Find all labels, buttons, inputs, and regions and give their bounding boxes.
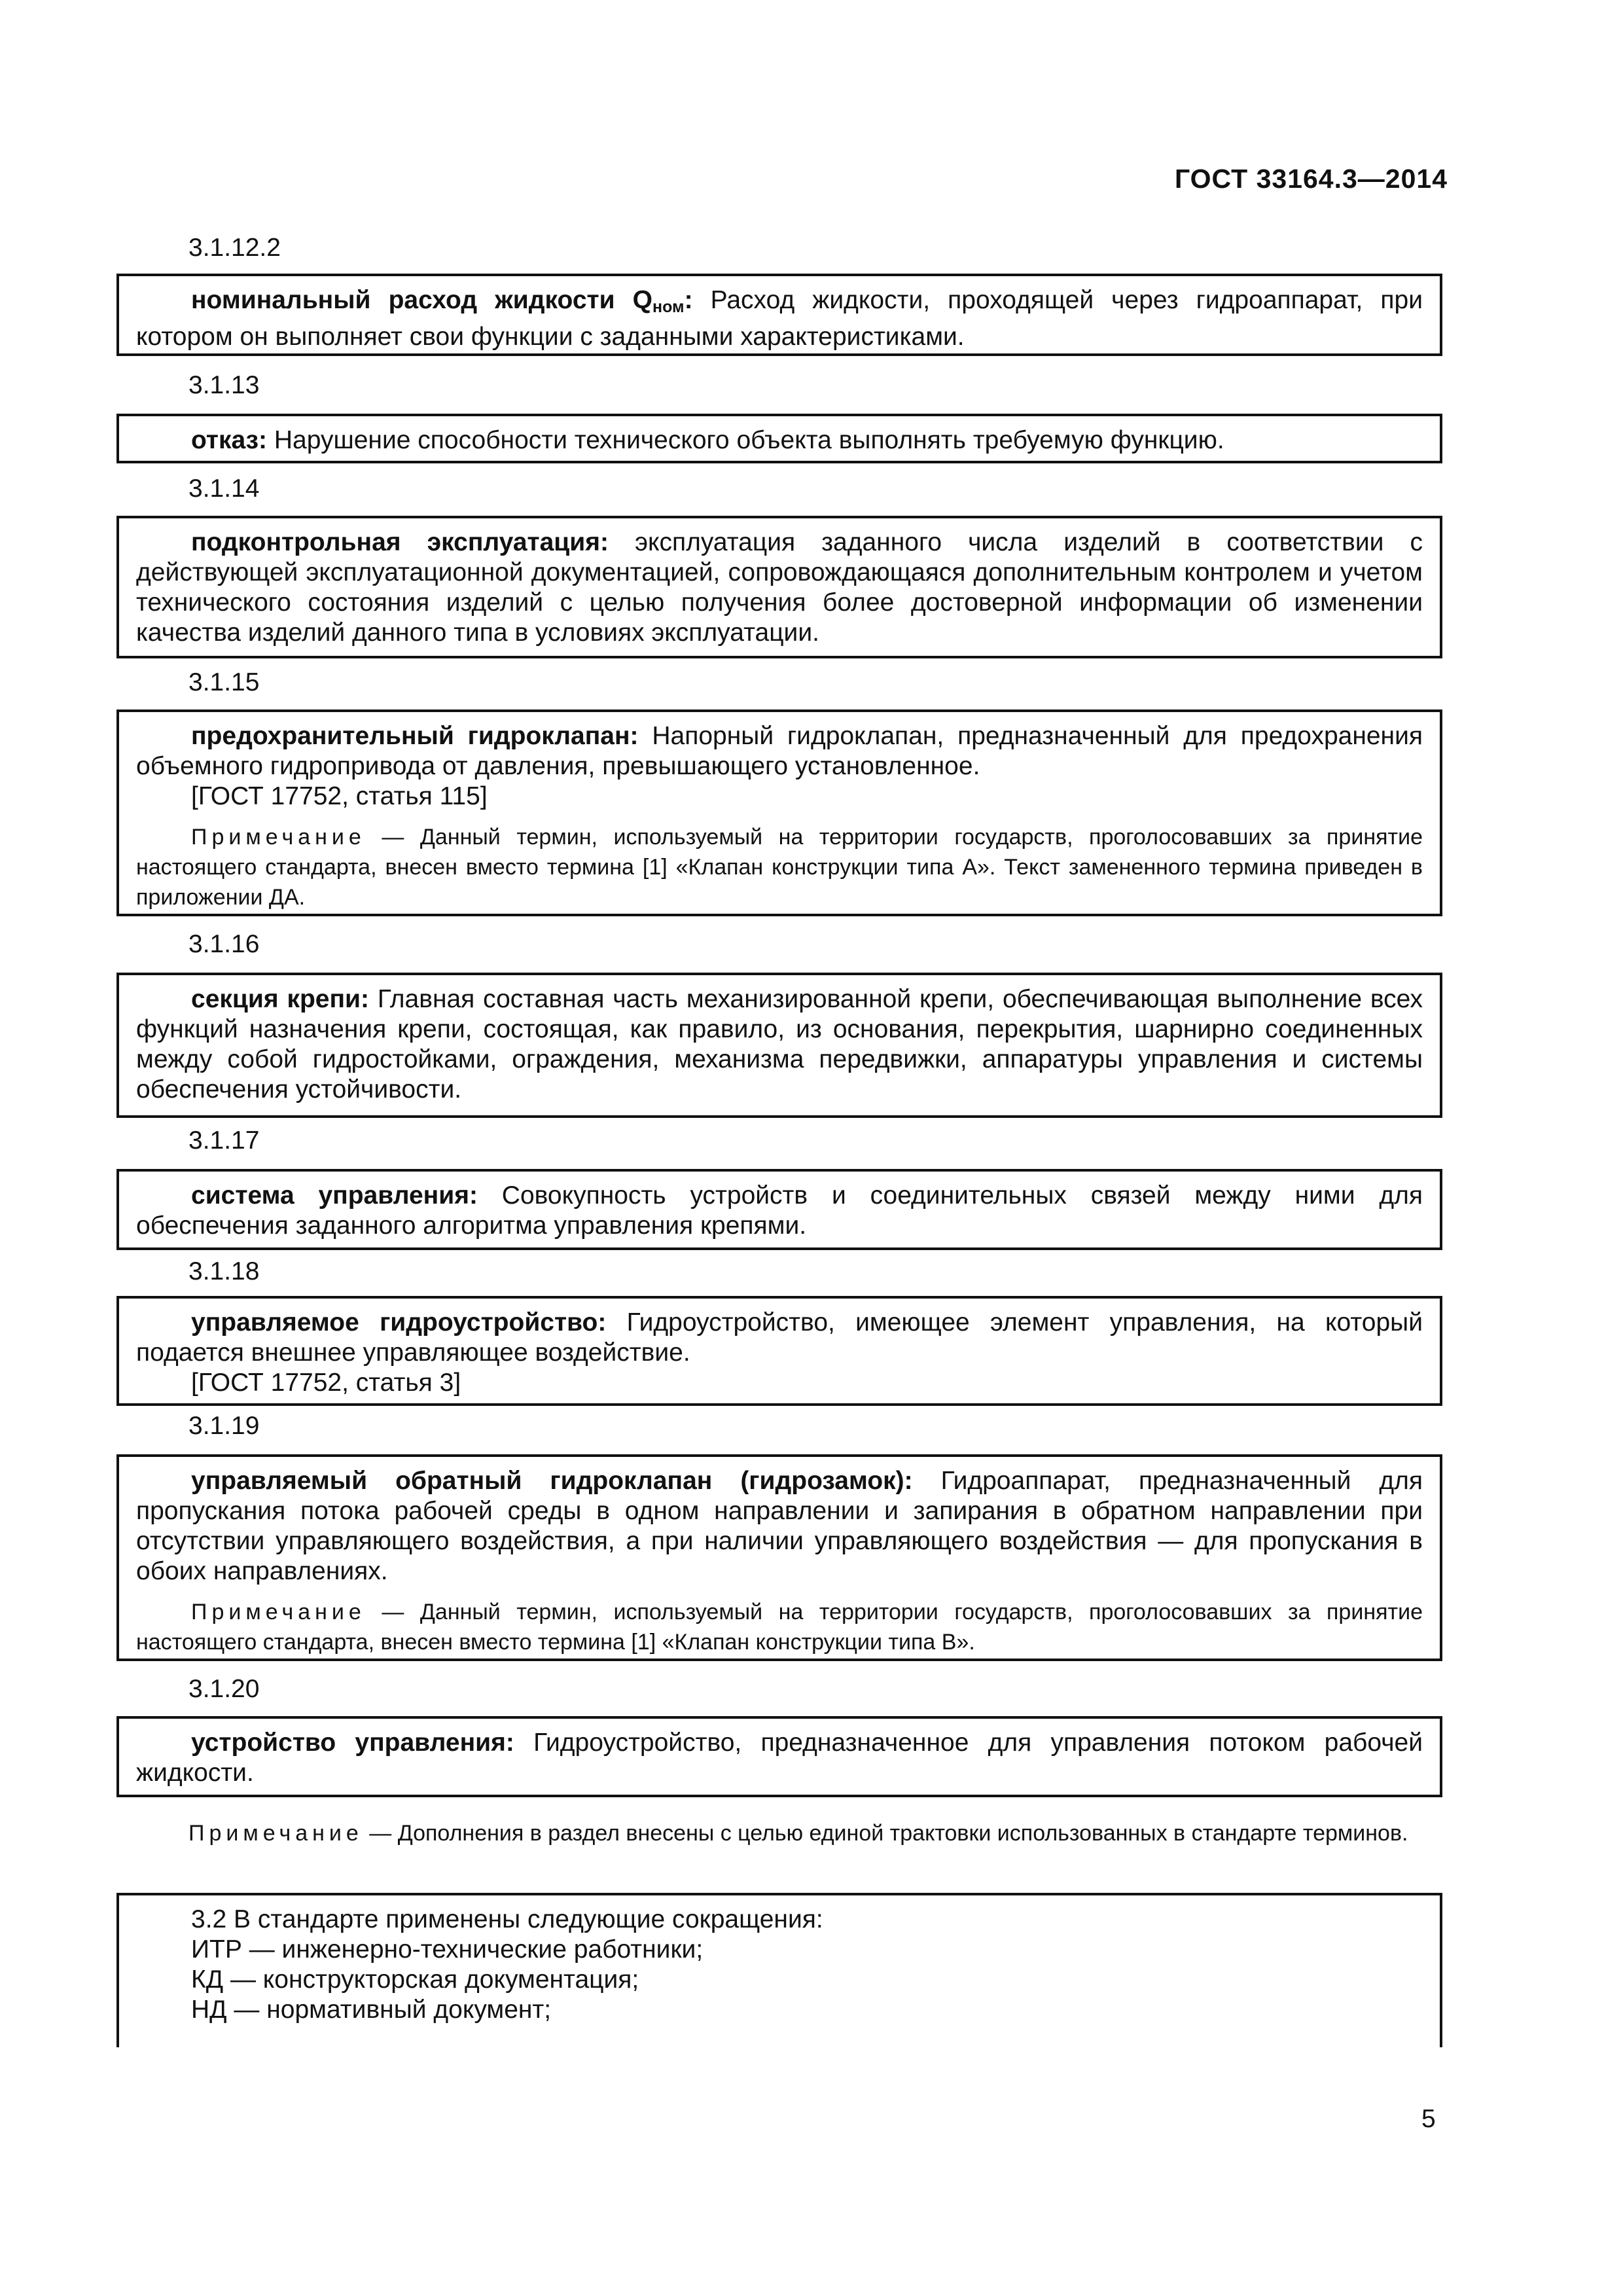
section-note: Примечание — Дополнения в раздел внесены с целью единой трактовки использованных в стандарте терминов.	[188, 1821, 1408, 1846]
term-definition: номинальный расход жидкости $Q_{ном}$: Расход жидкости, проходящей через гидроаппарат, при котором он выполняет свои функции с заданными характеристиками.	[136, 286, 1423, 351]
term-number: 3.1.18	[188, 1257, 260, 1285]
term-number: 3.1.19	[188, 1412, 260, 1440]
term-name: предохранительный гидроклапан:	[191, 722, 639, 750]
term-number: 3.1.16	[188, 930, 260, 958]
term-number: 3.1.14	[188, 475, 260, 503]
term-name: секция крепи:	[191, 985, 369, 1013]
term-number: 3.1.15	[188, 668, 260, 696]
term-definition: система управления: Совокупность устройств и соединительных связей между ними для обеспечения заданного алгоритма управления крепями.	[136, 1181, 1423, 1240]
term-name: отказ:	[191, 426, 268, 454]
term-definition: управляемый обратный гидроклапан (гидрозамок): Гидроаппарат, предназначенный для пропускания потока рабочей среды в одном направлении и запирания в обратном направлении при отсутствии управляющего воздействия, а при наличии управляющего воздействия — для пропускания в обоих направлениях.	[136, 1467, 1423, 1585]
term-box	[116, 1454, 1442, 1661]
term-box	[116, 973, 1442, 1118]
term-source: [ГОСТ 17752, статья 3]	[191, 1369, 461, 1397]
term-number: 3.1.13	[188, 371, 260, 399]
abbreviation-item: КД — конструкторская документация;	[191, 1965, 639, 1994]
term-name: система управления:	[191, 1181, 478, 1210]
page-number: 5	[1421, 2105, 1436, 2133]
abbreviations-intro: 3.2 В стандарте применены следующие сокращения:	[191, 1905, 823, 1933]
term-number: 3.1.12.2	[188, 234, 281, 262]
document-code: ГОСТ 33164.3—2014	[1174, 164, 1448, 194]
note-label: Примечание	[191, 1600, 366, 1624]
abbreviation-item: НД — нормативный документ;	[191, 1996, 552, 2024]
term-subscript: ном	[652, 298, 685, 316]
term-definition: секция крепи: Главная составная часть механизированной крепи, обеспечивающая выполнение всех функций назначения крепи, состоящая, как правило, из основания, перекрытия, шарнирно соединенных между собой гидростойками, ограждения, механизма передвижки, аппаратуры управления и системы обеспечения устойчивости.	[136, 985, 1423, 1103]
term-name: управляемый обратный гидроклапан (гидрозамок):	[191, 1467, 913, 1495]
term-box	[116, 414, 1442, 463]
term-name: подконтрольная эксплуатация:	[191, 528, 609, 556]
term-name: управляемое гидроустройство:	[191, 1308, 607, 1336]
note-label: Примечание	[191, 825, 366, 850]
term-note: Примечание — Данный термин, используемый на территории государств, проголосовавших за принятие настоящего стандарта, внесен вместо термина [1] «Клапан конструкции типа В».	[136, 1600, 1423, 1655]
note-label: Примечание	[188, 1821, 363, 1846]
term-definition: отказ: Нарушение способности технического объекта выполнять требуемую функцию.	[191, 426, 1224, 454]
term-name: устройство управления:	[191, 1729, 514, 1757]
abbreviation-item: ИТР — инженерно-технические работники;	[191, 1935, 704, 1964]
term-source: [ГОСТ 17752, статья 115]	[191, 782, 488, 810]
term-box	[116, 709, 1442, 916]
term-box	[116, 1296, 1442, 1406]
term-number: 3.1.17	[188, 1126, 260, 1155]
term-box	[116, 1716, 1442, 1797]
term-box	[116, 516, 1442, 658]
term-definition: предохранительный гидроклапан: Напорный гидроклапан, предназначенный для предохранения объемного гидропривода от давления, превышающего установленное.	[136, 722, 1423, 780]
abbreviations-box	[116, 1893, 1442, 2047]
term-note: Примечание — Данный термин, используемый на территории государств, проголосовавших за принятие настоящего стандарта, внесен вместо термина [1] «Клапан конструкции типа А». Текст замененного термина приведен в приложении ДА.	[136, 825, 1423, 910]
term-definition: управляемое гидроустройство: Гидроустройство, имеющее элемент управления, на который подается внешнее управляющее воздействие.	[136, 1308, 1423, 1367]
term-box	[116, 1169, 1442, 1250]
term-number: 3.1.20	[188, 1675, 260, 1703]
term-definition: подконтрольная эксплуатация: эксплуатация заданного числа изделий в соответствии с действующей эксплуатационной документацией, сопровождающаяся дополнительным контролем и учетом технического состояния изделий с целью получения более достоверной информации об изменении качества изделий данного типа в условиях эксплуатации.	[136, 528, 1423, 647]
term-definition: устройство управления: Гидроустройство, предназначенное для управления потоком рабочей жидкости.	[136, 1729, 1423, 1787]
term-name: номинальный расход жидкости $Q_{ном}$:	[191, 286, 693, 316]
term-box	[116, 274, 1442, 356]
